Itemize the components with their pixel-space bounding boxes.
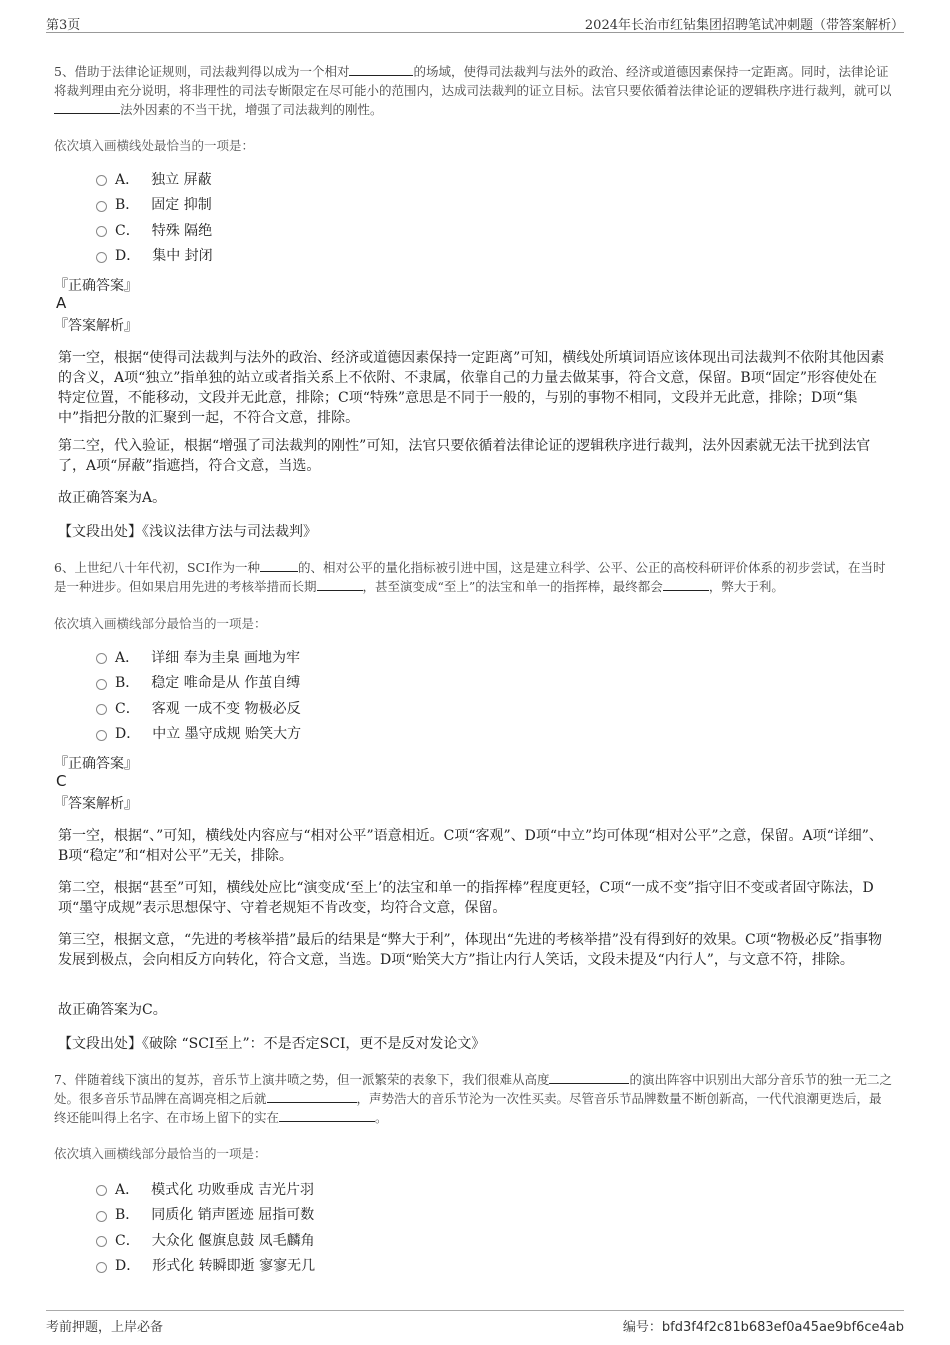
blank: [349, 75, 413, 76]
answer-value: A: [56, 294, 67, 312]
option-b[interactable]: B． 固定 抑制: [96, 192, 213, 218]
answer-label: 『正确答案』: [54, 756, 138, 772]
option-a[interactable]: A． 模式化 功败垂成 吉光片羽: [96, 1176, 315, 1202]
question-7-text: 7、伴随着线下演出的复苏，音乐节上演井喷之势，但一派繁荣的表象下，我们很难从高度 的演出阵容中识别出大部分音乐节的独一无二之处。很多音乐节品牌在高调亮相之后就 ，声势浩大的音乐节沦为一次性买卖。尽管音乐节品牌数量不断创新高，一代代浪潮更迭后，最终还能叫得上名字、在市场上留下的实在 。: [54, 1072, 892, 1125]
radio-icon[interactable]: [96, 175, 107, 186]
blank: [54, 113, 120, 114]
question-6-text: 6、上世纪八十年代初，SCI作为一种 的、相对公平的量化指标被引进中国，这是建立科学、公平、公正的高校科研评价体系的初步尝试，在当时是一种进步。但如果启用先进的考核举措而长期 ，甚至演变成“至上”的法宝和单一的指挥棒，最终都会 ，弊大于利。: [54, 560, 886, 594]
analysis-paragraph: 第三空，根据文意，“先进的考核举措”最后的结果是“弊大于利”，体现出“先进的考核举措”没有得到好的效果。C项“物极必反”指事物发展到极点，会向相反方向转化，符合文意，当选。D项“贻笑大方”指让内行人笑话，文段未提及“内行人”，与文意不符，排除。: [58, 932, 882, 968]
question-7-prompt: 依次填入画横线部分最恰当的一项是：: [54, 1146, 267, 1161]
question-5-text: 5、借助于法律论证规则，司法裁判得以成为一个相对 的场域，使得司法裁判与法外的政治、经济或道德因素保持一定距离。同时，法律论证将裁判理由充分说明，将非理性的司法专断限定在尽可能小的范围内，达成司法裁判的证立目标。法官只要依循着法律论证的逻辑秩序进行裁判，就可以法外因素的不当干扰，增强了司法裁判的刚性。: [54, 64, 892, 117]
analysis-paragraph: 第二空，根据“甚至”可知，横线处应比“演变成‘至上’的法宝和单一的指挥棒”程度更轻，C项“一成不变”指守旧不变或者固守陈法，D项“墨守成规”表示思想保守、守着老规矩不肯改变，均符合文意，保留。: [58, 880, 874, 916]
option-c[interactable]: C． 特殊 隔绝: [96, 217, 213, 243]
question-7-options: [96, 1176, 315, 1278]
analysis-label: 『答案解析』: [54, 796, 138, 812]
analysis-paragraph: 第一空，根据“使得司法裁判与法外的政治、经济或道德因素保持一定距离”可知，横线处所填词语应该体现出司法裁判不依附其他因素的含义，A项“独立”指单独的站立或者指关系上不依附、不隶属，依靠自己的力量去做某事，符合文意，保留。B项“固定”形容使处在特定位置，不能移动，文段并无此意，排除；C项“特殊”意思是不同于一般的，与别的事物不相同，文段并无此意，排除；D项“集中”指把分散的汇聚到一起，不符合文意，排除。: [58, 350, 885, 426]
option-a[interactable]: A． 详细 奉为圭臬 画地为牢: [96, 644, 301, 670]
option-a[interactable]: A． 独立 屏蔽: [96, 166, 213, 192]
document-id: 编号：bfd3f4f2c81b683ef0a45ae9bf6ce4ab: [622, 1320, 904, 1335]
footer-slogan: 考前押题，上岸必备: [46, 1320, 164, 1335]
answer-value: C: [56, 772, 67, 790]
radio-icon[interactable]: [96, 1211, 107, 1222]
blank: [279, 1121, 375, 1122]
blank: [317, 590, 363, 591]
question-5-options: [96, 166, 213, 268]
answer-label: 『正确答案』: [54, 278, 138, 294]
document-title: 2024年长治市红钻集团招聘笔试冲刺题（带答案解析）: [584, 18, 904, 33]
blank: [260, 571, 298, 572]
option-b[interactable]: B． 稳定 唯命是从 作茧自缚: [96, 670, 301, 696]
blank: [267, 1102, 357, 1103]
analysis-conclusion: 故正确答案为A。: [58, 490, 167, 506]
option-d[interactable]: D． 集中 封闭: [96, 243, 213, 269]
radio-icon[interactable]: [96, 1185, 107, 1196]
radio-icon[interactable]: [96, 252, 107, 263]
page-number: 第3页: [46, 18, 81, 33]
option-d[interactable]: D． 形式化 转瞬即逝 寥寥无几: [96, 1253, 315, 1279]
radio-icon[interactable]: [96, 704, 107, 715]
analysis-paragraph: 第一空，根据“、”可知，横线处内容应与“相对公平”语意相近。C项“客观”、D项“中立”均可体现“相对公平”之意，保留。A项“详细”、B项“稳定”和“相对公平”无关，排除。: [58, 828, 883, 864]
radio-icon[interactable]: [96, 653, 107, 664]
option-b[interactable]: B． 同质化 销声匿迹 屈指可数: [96, 1202, 315, 1228]
blank: [549, 1083, 629, 1084]
option-c[interactable]: C． 客观 一成不变 物极必反: [96, 695, 301, 721]
radio-icon[interactable]: [96, 226, 107, 237]
source-citation: 【文段出处】《浅议法律方法与司法裁判》: [58, 524, 317, 540]
analysis-paragraph: 第二空，代入验证，根据“增强了司法裁判的刚性”可知，法官只要依循着法律论证的逻辑秩序进行裁判，法外因素就无法干扰到法官了，A项“屏蔽”指遮挡，符合文意，当选。: [58, 438, 871, 474]
question-6-prompt: 依次填入画横线部分最恰当的一项是：: [54, 616, 267, 631]
source-citation: 【文段出处】《破除 “SCI至上”：不是否定SCI，更不是反对发论文》: [58, 1036, 486, 1052]
analysis-conclusion: 故正确答案为C。: [58, 1002, 167, 1018]
option-c[interactable]: C． 大众化 偃旗息鼓 凤毛麟角: [96, 1227, 315, 1253]
question-6-options: [96, 644, 301, 746]
blank: [663, 590, 709, 591]
question-5-prompt: 依次填入画横线处最恰当的一项是：: [54, 138, 255, 153]
page-footer: [46, 1310, 904, 1335]
analysis-label: 『答案解析』: [54, 318, 138, 334]
radio-icon[interactable]: [96, 679, 107, 690]
page-header: [46, 12, 904, 33]
option-d[interactable]: D． 中立 墨守成规 贻笑大方: [96, 721, 301, 747]
radio-icon[interactable]: [96, 1262, 107, 1273]
radio-icon[interactable]: [96, 730, 107, 741]
radio-icon[interactable]: [96, 201, 107, 212]
radio-icon[interactable]: [96, 1236, 107, 1247]
